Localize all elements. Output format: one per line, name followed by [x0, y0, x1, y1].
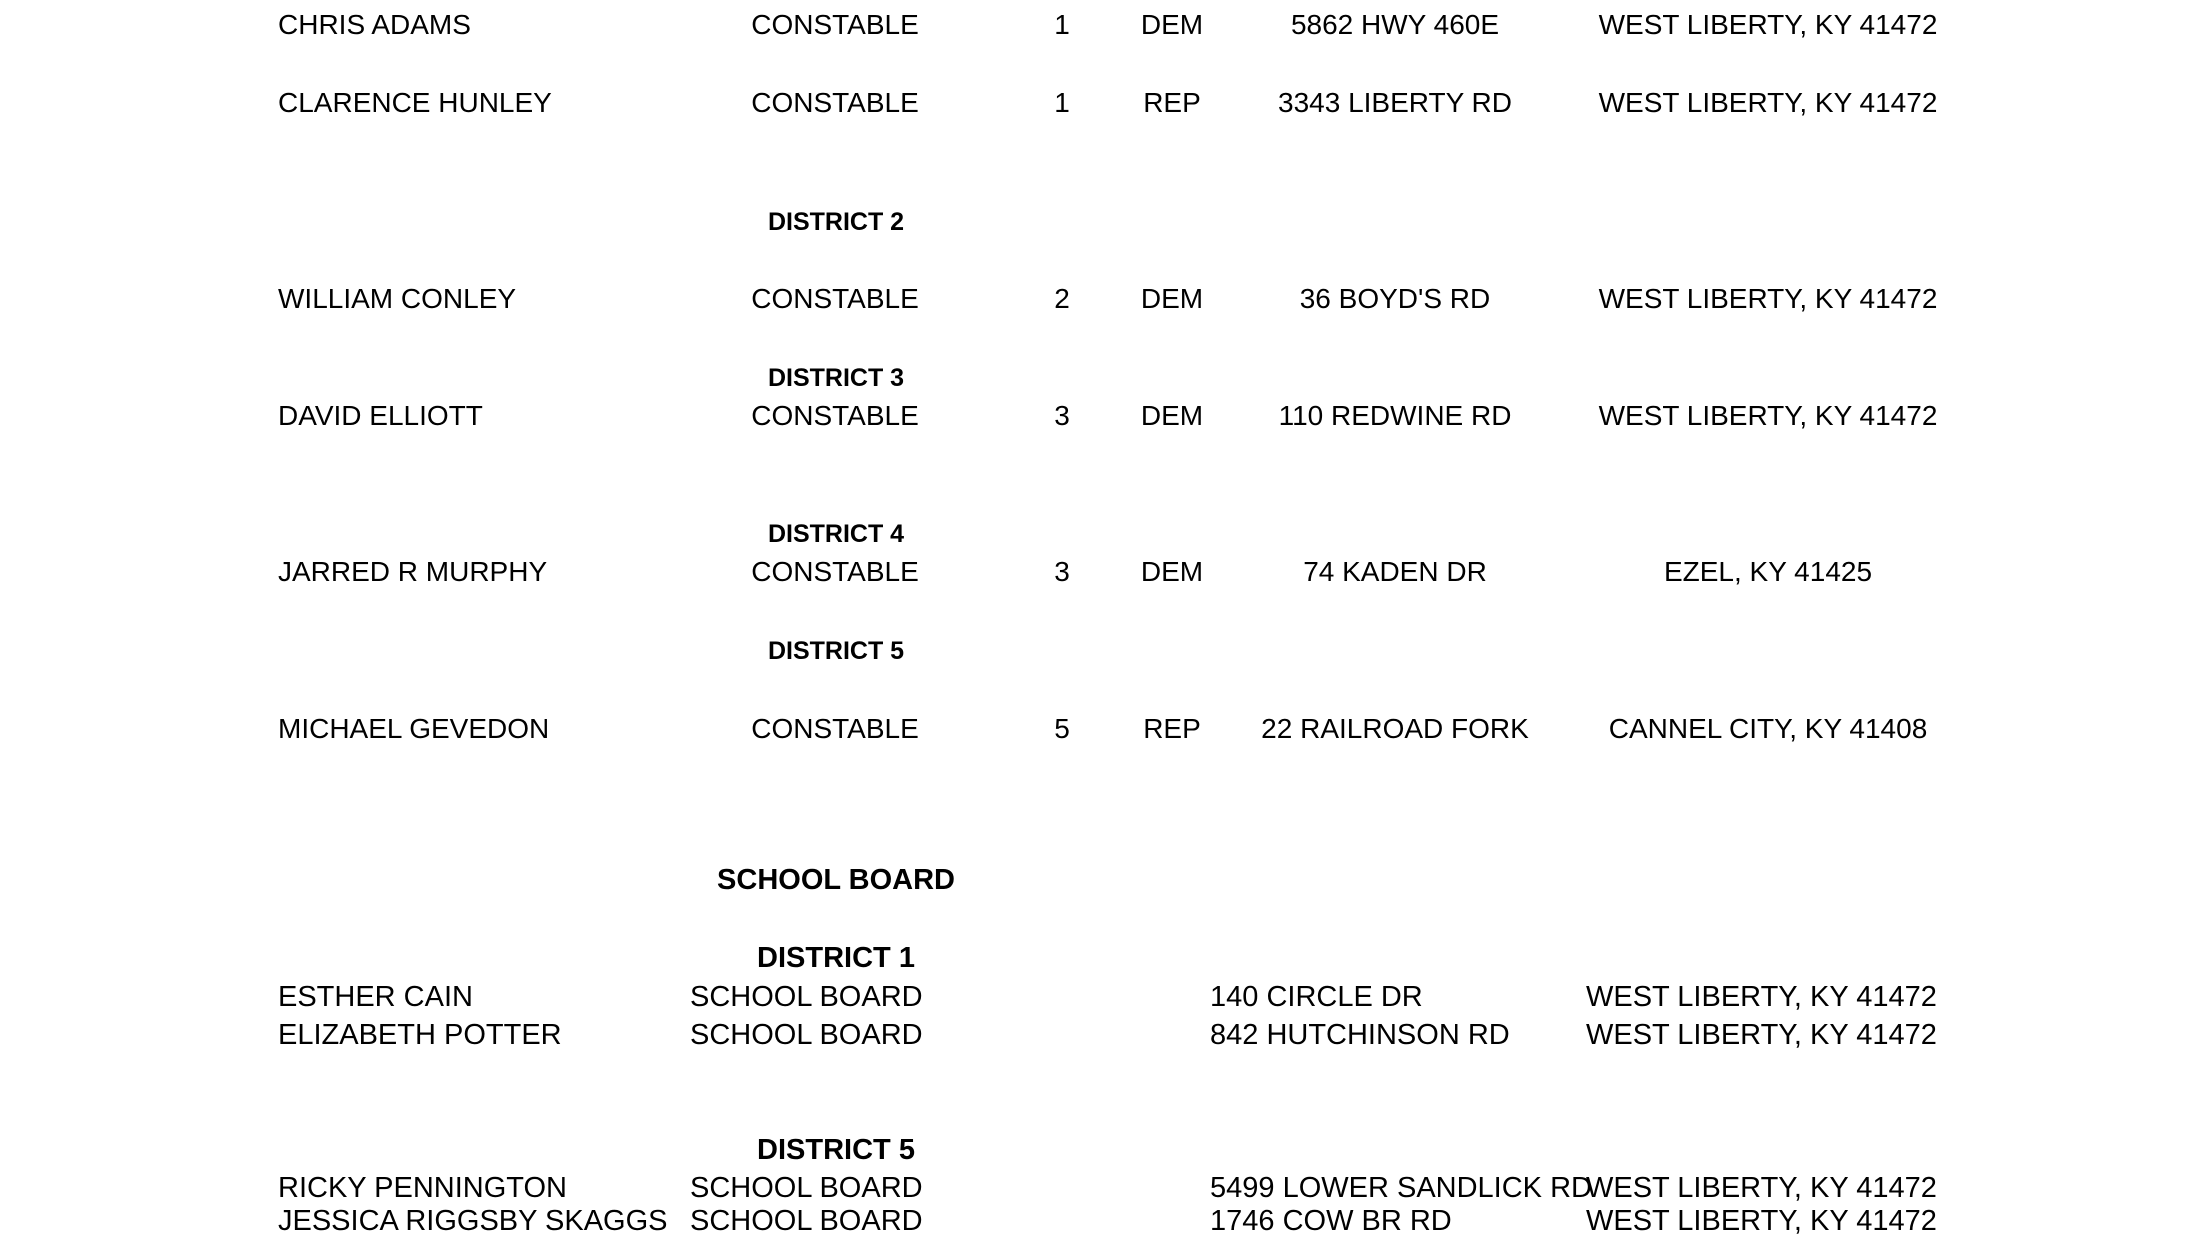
office: SCHOOL BOARD: [690, 1205, 923, 1237]
office: CONSTABLE: [751, 283, 919, 314]
office: SCHOOL BOARD: [690, 1172, 923, 1204]
city-state-zip: WEST LIBERTY, KY 41472: [1598, 283, 1938, 314]
street-address: 110 REDWINE RD: [1278, 400, 1512, 431]
city-state-zip: WEST LIBERTY, KY 41472: [1598, 9, 1938, 40]
district-heading: DISTRICT 5: [767, 637, 905, 665]
office: CONSTABLE: [751, 87, 919, 118]
candidate-name: ELIZABETH POTTER: [278, 1019, 562, 1051]
party: DEM: [1140, 556, 1204, 587]
candidate-name: CLARENCE HUNLEY: [278, 87, 552, 118]
street-address: 140 CIRCLE DR: [1210, 981, 1423, 1013]
candidate-name: JARRED R MURPHY: [278, 556, 548, 587]
party: DEM: [1140, 9, 1204, 40]
district-number: 1: [1054, 9, 1070, 40]
candidate-name: RICKY PENNINGTON: [278, 1172, 567, 1204]
district-heading: DISTRICT 4: [767, 520, 905, 548]
district-number: 3: [1054, 556, 1070, 587]
party: REP: [1143, 87, 1201, 118]
candidate-name: CHRIS ADAMS: [278, 9, 471, 40]
district-number: 3: [1054, 400, 1070, 431]
street-address: 842 HUTCHINSON RD: [1210, 1019, 1510, 1051]
street-address: 5499 LOWER SANDLICK RD: [1210, 1172, 1592, 1204]
city-state-zip: WEST LIBERTY, KY 41472: [1586, 981, 1937, 1013]
city-state-zip: WEST LIBERTY, KY 41472: [1586, 1172, 1937, 1204]
district-number: 1: [1054, 87, 1070, 118]
candidate-name: WILLIAM CONLEY: [278, 283, 517, 314]
district-number: 2: [1054, 283, 1070, 314]
district-heading: DISTRICT 3: [767, 364, 905, 392]
party: DEM: [1140, 400, 1204, 431]
street-address: 3343 LIBERTY RD: [1278, 87, 1512, 118]
city-state-zip: CANNEL CITY, KY 41408: [1608, 713, 1928, 744]
city-state-zip: WEST LIBERTY, KY 41472: [1598, 400, 1938, 431]
office: SCHOOL BOARD: [690, 1019, 923, 1051]
office: SCHOOL BOARD: [690, 981, 923, 1013]
city-state-zip: WEST LIBERTY, KY 41472: [1586, 1205, 1937, 1237]
street-address: 1746 COW BR RD: [1210, 1205, 1452, 1237]
candidate-name: ESTHER CAIN: [278, 981, 473, 1013]
office: CONSTABLE: [751, 713, 919, 744]
section-title: SCHOOL BOARD: [717, 864, 955, 896]
city-state-zip: WEST LIBERTY, KY 41472: [1586, 1019, 1937, 1051]
candidate-name: JESSICA RIGGSBY SKAGGS: [278, 1205, 668, 1237]
street-address: 22 RAILROAD FORK: [1261, 713, 1529, 744]
party: REP: [1143, 713, 1201, 744]
street-address: 36 BOYD'S RD: [1299, 283, 1491, 314]
district-heading: DISTRICT 5: [757, 1134, 915, 1166]
candidate-name: MICHAEL GEVEDON: [278, 713, 550, 744]
candidate-name: DAVID ELLIOTT: [278, 400, 483, 431]
street-address: 5862 HWY 460E: [1290, 9, 1500, 40]
street-address: 74 KADEN DR: [1303, 556, 1487, 587]
city-state-zip: WEST LIBERTY, KY 41472: [1598, 87, 1938, 118]
district-number: 5: [1054, 713, 1070, 744]
party: DEM: [1140, 283, 1204, 314]
city-state-zip: EZEL, KY 41425: [1663, 556, 1873, 587]
office: CONSTABLE: [751, 400, 919, 431]
district-heading: DISTRICT 1: [757, 942, 915, 974]
district-heading: DISTRICT 2: [767, 208, 905, 236]
office: CONSTABLE: [751, 556, 919, 587]
office: CONSTABLE: [751, 9, 919, 40]
